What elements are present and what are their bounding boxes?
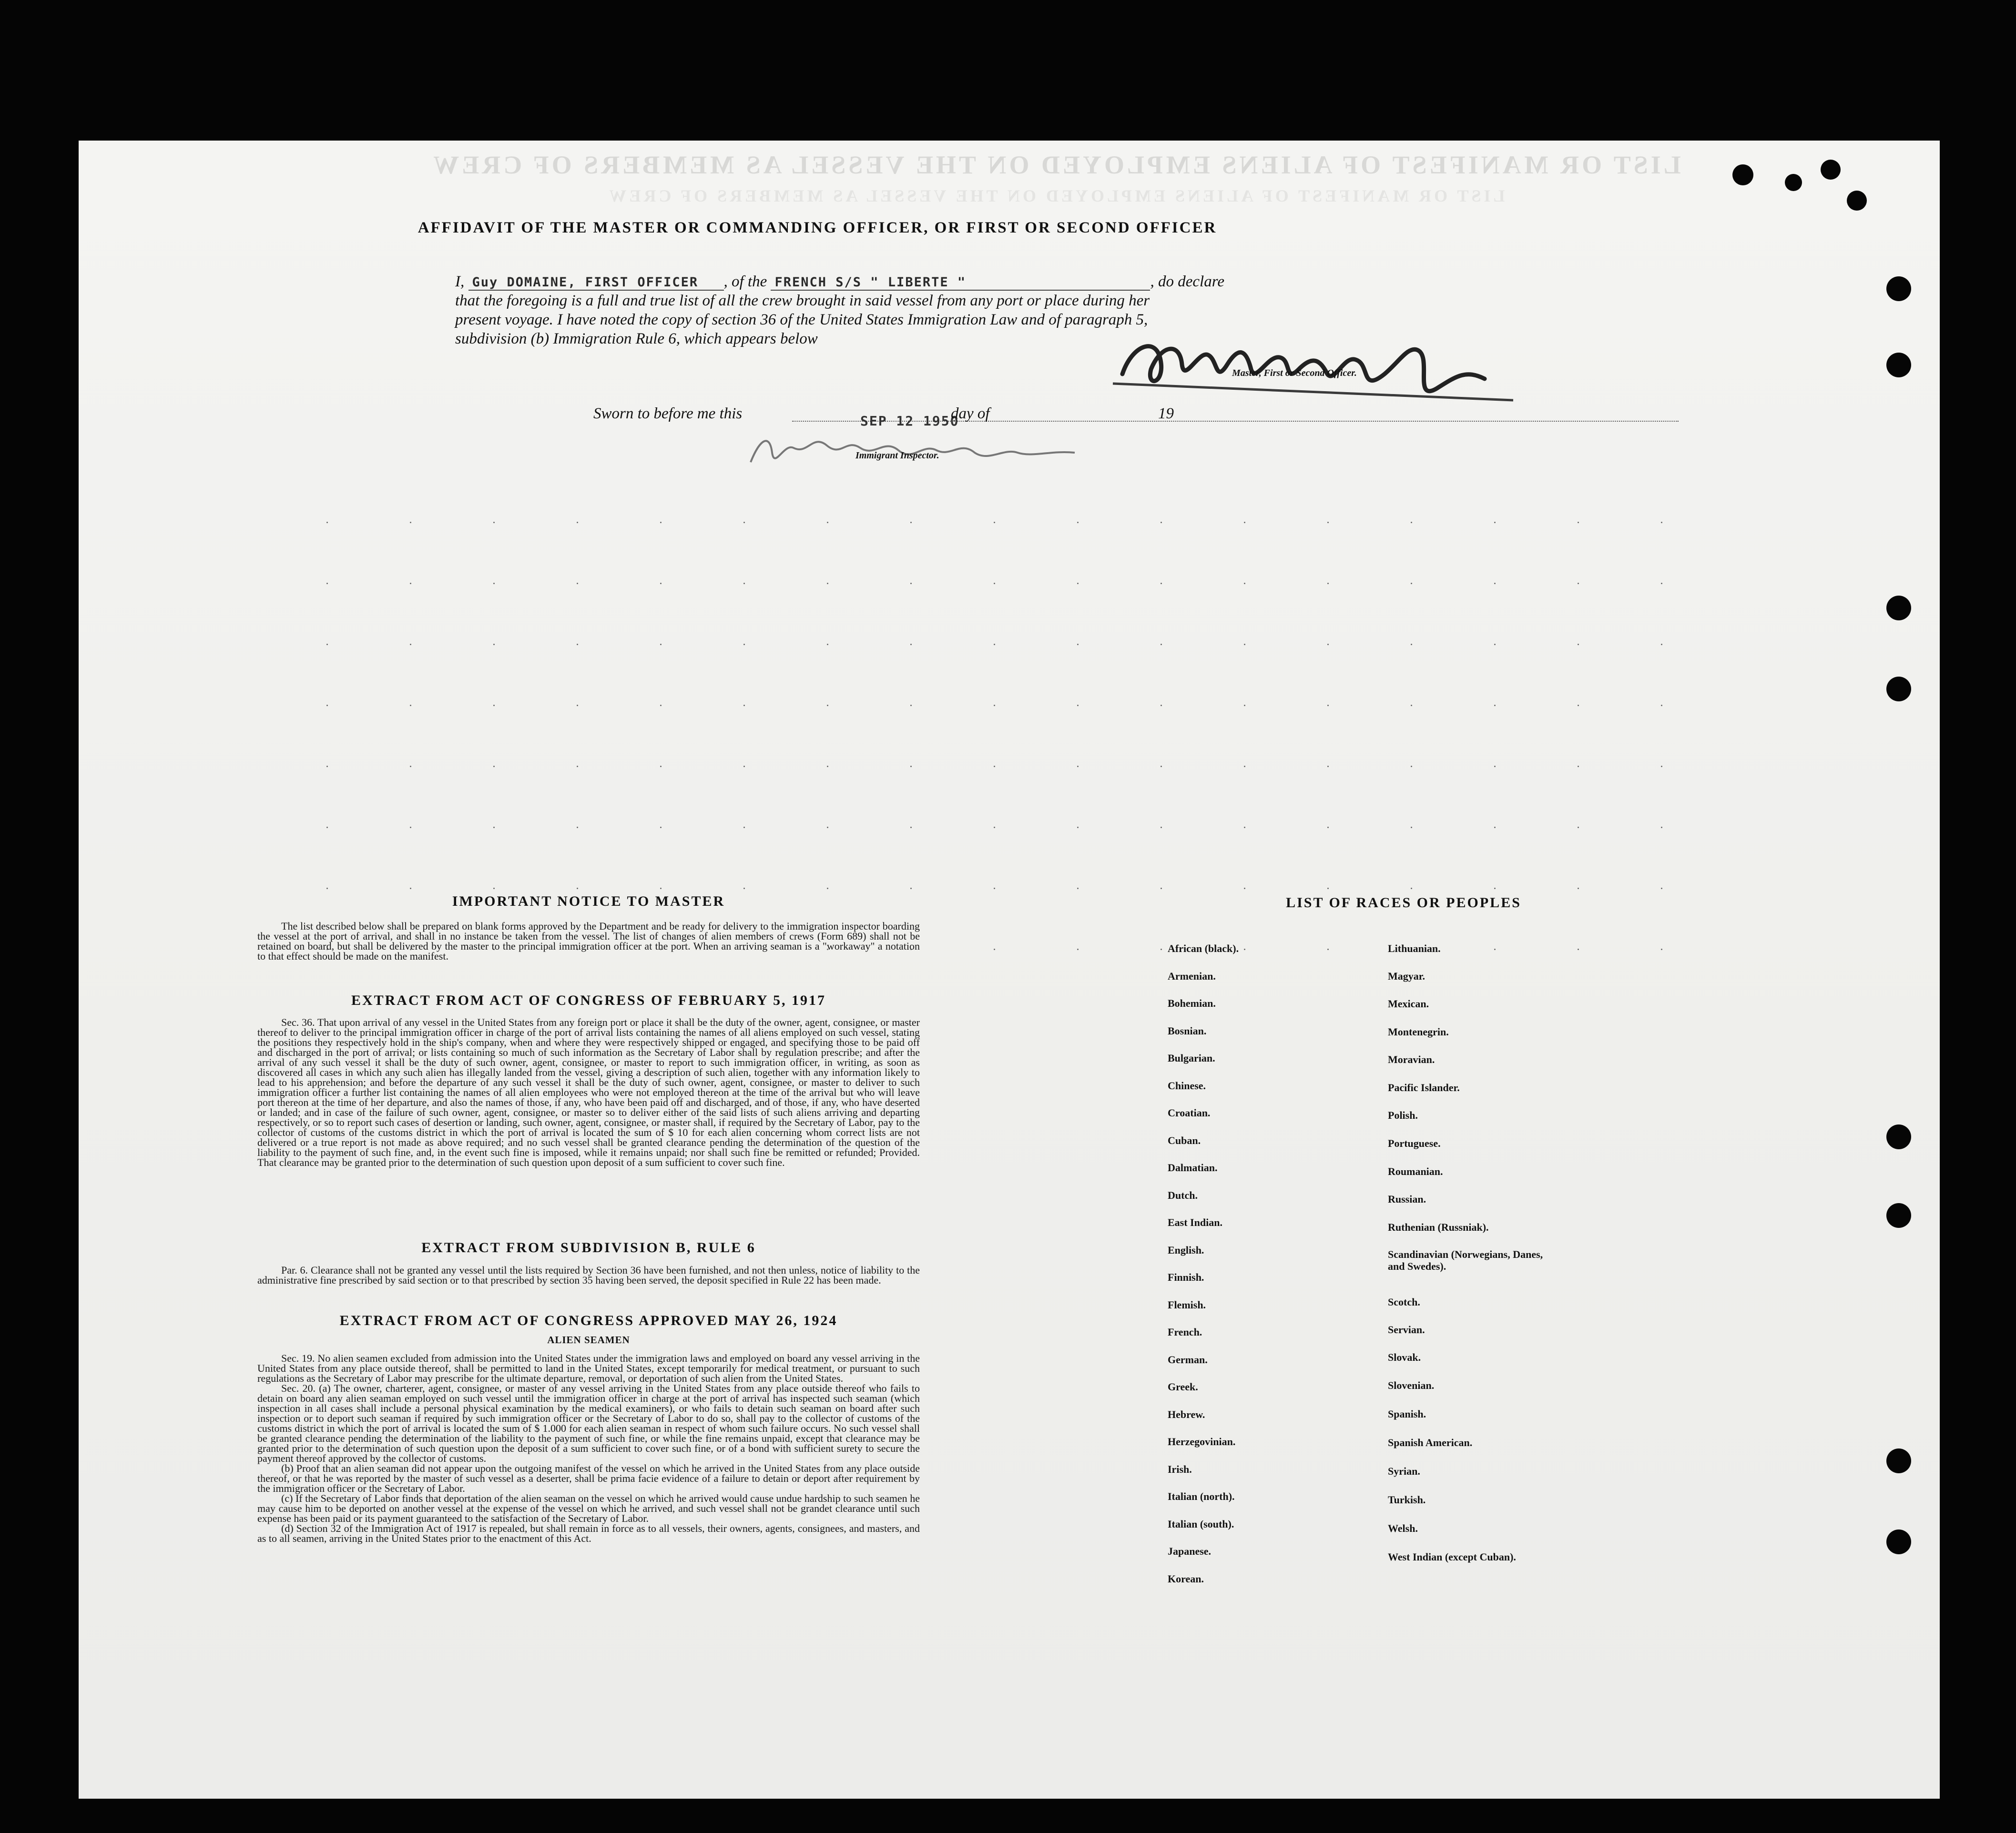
- grid-dot: [1077, 888, 1079, 889]
- grid-dot: [1327, 644, 1329, 645]
- grid-dot: [1077, 522, 1079, 523]
- grid-dot: [1244, 522, 1245, 523]
- grid-dot: [827, 705, 828, 706]
- grid-dot: [994, 766, 995, 767]
- race-item: Welsh.: [1388, 1522, 1418, 1534]
- grid-dot: [1327, 583, 1329, 584]
- grid-dot: [577, 522, 578, 523]
- notice-paragraph: The list described below shall be prepared on blank forms approved by the Department and be ready for delivery to the immigration inspector boarding the vessel at the port of arrival, and shall in no instance be taken from the vessel. The list of changes of alien members of crews (Form 689) shall not be retained on board, but shall be delivered by the master to the principal immigration officer at the port. When an arriving seaman is a "workaway" a notation to that effect should be made on the manifest.: [257, 920, 920, 962]
- race-item: Ruthenian (Russniak).: [1388, 1221, 1489, 1233]
- sworn-date-stamp: SEP 12 1950: [860, 413, 959, 429]
- grid-dot: [410, 705, 411, 706]
- bleed-through-text: LIST OR MANIFEST OF ALIENS EMPLOYED ON THE VESSEL AS MEMBERS OF CREW: [430, 151, 1681, 179]
- grid-dot: [827, 583, 828, 584]
- grid-dot: [1411, 766, 1412, 767]
- grid-dot: [1494, 827, 1496, 828]
- race-item: Mexican.: [1388, 998, 1429, 1010]
- grid-dot: [1077, 827, 1079, 828]
- punch-hole: [1886, 1203, 1911, 1228]
- grid-dot: [743, 827, 745, 828]
- grid-dot: [1161, 827, 1162, 828]
- race-item: Croatian.: [1168, 1107, 1211, 1119]
- grid-dot: [910, 583, 912, 584]
- grid-dot: [827, 522, 828, 523]
- grid-dot: [577, 766, 578, 767]
- race-item: West Indian (except Cuban).: [1388, 1551, 1516, 1563]
- grid-dot: [1244, 705, 1245, 706]
- race-item: Scandinavian (Norwegians, Danes, and Swedes).: [1388, 1248, 1543, 1272]
- grid-dot: [1578, 766, 1579, 767]
- rule-6-text: [257, 1265, 920, 1285]
- section-20b-paragraph: (b) Proof that an alien seaman did not appear upon the outgoing manifest of the vessel on which he arrived in the United States from any place outside thereof, or that he was reported by the master of such vessel as a deserter, shall be prima facie evidence of a failure to detain or deport after requirement by the immigration officer or the Secretary of Labor.: [257, 1462, 920, 1494]
- grid-dot: [1411, 705, 1412, 706]
- affidavit-of-the: , of the: [723, 273, 767, 290]
- races-heading: LIST OF RACES OR PEOPLES: [1286, 895, 1521, 911]
- signature-caption: Master, First or Second Officer.: [1232, 368, 1357, 378]
- grid-dot: [1327, 705, 1329, 706]
- affidavit-i: I,: [455, 273, 465, 290]
- punch-hole: [1886, 276, 1911, 301]
- grid-dot: [994, 949, 995, 950]
- grid-dot: [827, 766, 828, 767]
- punch-hole: [1785, 174, 1802, 191]
- grid-dot: [743, 705, 745, 706]
- race-item: Montenegrin.: [1388, 1026, 1449, 1038]
- grid-dot: [410, 522, 411, 523]
- race-item: Syrian.: [1388, 1465, 1420, 1477]
- affidavit-line-2: that the foregoing is a full and true list of all the crew brought in said vessel from any port or place during her: [455, 292, 1150, 309]
- grid-dot: [1494, 583, 1496, 584]
- grid-dot: [827, 888, 828, 889]
- grid-dot: [910, 827, 912, 828]
- alien-seamen-subheading: ALIEN SEAMEN: [547, 1334, 630, 1346]
- race-item: Bosnian.: [1168, 1024, 1207, 1037]
- race-item: Slovenian.: [1388, 1379, 1435, 1391]
- punch-hole: [1886, 353, 1911, 377]
- grid-dot: [1411, 583, 1412, 584]
- grid-dot: [743, 583, 745, 584]
- affidavit-line-4: subdivision (b) Immigration Rule 6, which appears below: [455, 330, 818, 347]
- race-item: Spanish American.: [1388, 1437, 1473, 1448]
- race-item: Servian.: [1388, 1324, 1425, 1336]
- grid-dot: [493, 644, 495, 645]
- race-item: Herzegovinian.: [1168, 1436, 1236, 1448]
- grid-dot: [1578, 888, 1579, 889]
- grid-dot: [1661, 522, 1662, 523]
- notice-heading: IMPORTANT NOTICE TO MASTER: [452, 893, 725, 909]
- grid-dot: [326, 644, 328, 645]
- race-item: Hebrew.: [1168, 1408, 1205, 1420]
- grid-dot: [1661, 949, 1662, 950]
- grid-dot: [1578, 522, 1579, 523]
- grid-dot: [1244, 827, 1245, 828]
- grid-dot: [1077, 705, 1079, 706]
- grid-dot: [660, 583, 662, 584]
- race-item: Polish.: [1388, 1109, 1418, 1121]
- race-item: Chinese.: [1168, 1079, 1206, 1092]
- grid-dot: [1578, 583, 1579, 584]
- race-item: Finnish.: [1168, 1271, 1204, 1283]
- grid-dot: [1494, 888, 1496, 889]
- grid-dot: [743, 766, 745, 767]
- grid-dot: [994, 644, 995, 645]
- grid-dot: [1327, 522, 1329, 523]
- race-item: Bohemian.: [1168, 997, 1216, 1009]
- grid-dot: [577, 583, 578, 584]
- grid-dot: [827, 827, 828, 828]
- grid-dot: [1494, 522, 1496, 523]
- bleed-through-text: LIST OR MANIFEST OF ALIENS EMPLOYED ON THE VESSEL AS MEMBERS OF CREW: [606, 186, 1505, 205]
- race-item: Greek.: [1168, 1381, 1198, 1393]
- grid-dot: [577, 705, 578, 706]
- grid-dot: [1077, 644, 1079, 645]
- grid-dot: [493, 827, 495, 828]
- grid-dot: [493, 522, 495, 523]
- race-item: Lithuanian.: [1388, 942, 1441, 954]
- grid-dot: [994, 705, 995, 706]
- inspector-caption: Immigrant Inspector.: [855, 450, 939, 461]
- grid-dot: [910, 644, 912, 645]
- race-item: Dutch.: [1168, 1189, 1198, 1201]
- race-item: Spanish.: [1388, 1408, 1426, 1420]
- race-item: Armenian.: [1168, 970, 1216, 982]
- punch-hole: [1847, 191, 1867, 211]
- manifest-page: [79, 141, 1940, 1799]
- punch-hole: [1886, 596, 1911, 620]
- grid-dot: [577, 827, 578, 828]
- race-item: Russian.: [1388, 1193, 1426, 1205]
- punch-hole: [1886, 1124, 1911, 1149]
- grid-dot: [326, 888, 328, 889]
- grid-dot: [493, 705, 495, 706]
- grid-dot: [1494, 766, 1496, 767]
- grid-dot: [1161, 888, 1162, 889]
- grid-dot: [1161, 522, 1162, 523]
- grid-dot: [326, 522, 328, 523]
- affidavit-line-1: [455, 273, 1224, 291]
- extract-1924-heading: EXTRACT FROM ACT OF CONGRESS APPROVED MAY 26, 1924: [339, 1313, 838, 1328]
- grid-dot: [1161, 583, 1162, 584]
- grid-dot: [1244, 583, 1245, 584]
- grid-dot: [910, 888, 912, 889]
- grid-dot: [1161, 644, 1162, 645]
- punch-hole: [1886, 1529, 1911, 1554]
- grid-dot: [660, 827, 662, 828]
- race-item: Scotch.: [1388, 1296, 1420, 1308]
- grid-dot: [1661, 705, 1662, 706]
- grid-dot: [1244, 644, 1245, 645]
- grid-dot: [1494, 705, 1496, 706]
- sworn-prefix: Sworn to before me this: [593, 405, 743, 422]
- race-item: Japanese.: [1168, 1545, 1212, 1557]
- rule-6-heading: EXTRACT FROM SUBDIVISION B, RULE 6: [421, 1240, 756, 1256]
- punch-hole: [1886, 677, 1911, 701]
- grid-dot: [1327, 827, 1329, 828]
- grid-dot: [493, 766, 495, 767]
- punch-hole: [1886, 1448, 1911, 1473]
- grid-dot: [1327, 766, 1329, 767]
- grid-dot: [1578, 949, 1579, 950]
- grid-dot: [1411, 522, 1412, 523]
- grid-dot: [743, 888, 745, 889]
- extract-1917-text: [257, 1017, 920, 1167]
- grid-dot: [910, 766, 912, 767]
- grid-dot: [1161, 705, 1162, 706]
- grid-dot: [910, 522, 912, 523]
- grid-dot: [1161, 949, 1162, 950]
- affidavit-title: AFFIDAVIT OF THE MASTER OR COMMANDING OFFICER, OR FIRST OR SECOND OFFICER: [417, 219, 1217, 236]
- race-item: Magyar.: [1388, 970, 1425, 982]
- officer-name-field: Guy DOMAINE, FIRST OFFICER: [468, 275, 724, 291]
- grid-dot: [1244, 888, 1245, 889]
- grid-dot: [994, 827, 995, 828]
- grid-dot: [1161, 766, 1162, 767]
- race-item: Slovak.: [1388, 1351, 1421, 1363]
- grid-dot: [994, 522, 995, 523]
- grid-dot: [660, 644, 662, 645]
- race-item: Dalmatian.: [1168, 1162, 1218, 1174]
- grid-dot: [410, 583, 411, 584]
- grid-dot: [1327, 949, 1329, 950]
- grid-dot: [577, 644, 578, 645]
- section-20c-paragraph: (c) If the Secretary of Labor finds that deportation of the alien seaman on the vessel on which he arrived would cause undue hardship to such seamen he may cause him to be deported on another vessel at the expense of the vessel on which he arrived, and such vessel shall not be grandet clearance until such expense has been paid or its payment guaranteed to the satisfaction of the Secretary of Labor.: [257, 1492, 920, 1524]
- grid-dot: [1661, 644, 1662, 645]
- grid-dot: [1077, 949, 1079, 950]
- extract-1924-text: [257, 1353, 920, 1543]
- grid-dot: [1661, 766, 1662, 767]
- grid-dot: [1494, 644, 1496, 645]
- grid-dot: [410, 766, 411, 767]
- grid-dot: [1494, 949, 1496, 950]
- section-19-paragraph: Sec. 19. No alien seamen excluded from admission into the United States under the immigration laws and employed on board any vessel arriving in the United States from any place outside thereof, shall be permitted to land in the United States, except temporarily for medical treatment, or pursuant to such regulations as the Secretary of Labor may prescribe for the ultimate departure, removal, or deportation of such alien from the United States.: [257, 1352, 920, 1384]
- section-20d-paragraph: (d) Section 32 of the Immigration Act of 1917 is repealed, but shall remain in force as to all vessels, their owners, agents, consignees, and masters, and as to all seamen, arriving in the United States prior to the enactment of this Act.: [257, 1522, 920, 1544]
- section-20a-paragraph: Sec. 20. (a) The owner, charterer, agent, consignee, or master of any vessel arriving in the United States from any place outside thereof who fails to detain on board any alien seaman employed on such vessel until the immigration officer in charge at the port of arrival has inspected such seaman (which inspection in all cases shall include a personal physical examination by the medical examiners), or who fails to detain such seaman on board after such inspection or to deport such seaman if required by such immigration officer or the Secretary of Labor to do so, shall pay to the collector of customs of the customs district in which the port of arrival is located the sum of $ 1.000 for each alien seaman in respect of whom such failure occurs. No such vessel shall be granted clearance pending the determination of the liability to the payment of such fine, or while the fine remains unpaid, except that clearance may be granted prior to the determination of such question upon the deposit of a sum sufficient to cover such fine, or of a bond with sufficient surety to secure the payment thereof approved by the collector of customs.: [257, 1382, 920, 1464]
- grid-dot: [1077, 583, 1079, 584]
- punch-hole: [1821, 160, 1841, 180]
- grid-dot: [493, 888, 495, 889]
- race-item: Bulgarian.: [1168, 1052, 1215, 1064]
- grid-dot: [743, 644, 745, 645]
- race-item: Flemish.: [1168, 1298, 1206, 1311]
- grid-dot: [994, 583, 995, 584]
- sworn-year: 19: [1158, 405, 1174, 422]
- punch-hole: [1732, 164, 1753, 185]
- grid-dot: [1327, 888, 1329, 889]
- grid-dot: [326, 766, 328, 767]
- grid-dot: [1578, 644, 1579, 645]
- grid-dot: [326, 583, 328, 584]
- grid-dot: [660, 522, 662, 523]
- race-item: English.: [1168, 1244, 1204, 1256]
- grid-dot: [1411, 888, 1412, 889]
- sworn-day-of: day of: [951, 405, 990, 422]
- race-item: Pacific Islander.: [1388, 1082, 1460, 1094]
- grid-dot: [660, 888, 662, 889]
- notice-text: [257, 921, 920, 961]
- grid-dot: [410, 888, 411, 889]
- race-item: Portuguese.: [1388, 1137, 1441, 1149]
- grid-dot: [827, 644, 828, 645]
- grid-dot: [493, 583, 495, 584]
- grid-dot: [1578, 827, 1579, 828]
- grid-dot: [1411, 644, 1412, 645]
- grid-dot: [326, 827, 328, 828]
- race-item: Irish.: [1168, 1463, 1192, 1475]
- race-item: East Indian.: [1168, 1216, 1222, 1228]
- race-item: Cuban.: [1168, 1134, 1201, 1146]
- grid-dot: [1411, 827, 1412, 828]
- race-item: German.: [1168, 1353, 1208, 1366]
- grid-dot: [1661, 827, 1662, 828]
- race-item: French.: [1168, 1326, 1202, 1338]
- grid-dot: [743, 522, 745, 523]
- race-item: African (black).: [1168, 942, 1239, 954]
- grid-dot: [410, 644, 411, 645]
- grid-dot: [1661, 888, 1662, 889]
- grid-dot: [1578, 705, 1579, 706]
- race-item: Italian (north).: [1168, 1490, 1235, 1502]
- grid-dot: [577, 888, 578, 889]
- extract-1917-heading: EXTRACT FROM ACT OF CONGRESS OF FEBRUARY 5, 1917: [351, 992, 826, 1008]
- grid-dot: [1244, 766, 1245, 767]
- master-signature: [1103, 317, 1523, 412]
- vessel-name-field: FRENCH S/S " LIBERTE ": [771, 275, 1150, 291]
- grid-dot: [660, 766, 662, 767]
- grid-dot: [1661, 583, 1662, 584]
- race-item: Turkish.: [1388, 1494, 1426, 1506]
- affidavit-line-3: present voyage. I have noted the copy of section 36 of the United States Immigration Law and of paragraph 5,: [455, 311, 1148, 328]
- race-item: Roumanian.: [1388, 1165, 1443, 1177]
- race-item: Italian (south).: [1168, 1518, 1234, 1530]
- grid-dot: [1077, 766, 1079, 767]
- grid-dot: [410, 827, 411, 828]
- affidavit-do-declare: , do declare: [1150, 273, 1224, 290]
- grid-dot: [326, 705, 328, 706]
- race-item: Moravian.: [1388, 1053, 1435, 1065]
- paragraph-6: Par. 6. Clearance shall not be granted any vessel until the lists required by Section 36 have been furnished, and not then unless, notice of liability to the administrative fine prescribed by said section or to that prescribed by section 35 having been served, the deposit specified in Rule 22 has been made.: [257, 1264, 920, 1286]
- grid-dot: [994, 888, 995, 889]
- grid-dot: [910, 705, 912, 706]
- grid-dot: [1244, 949, 1245, 950]
- section-36-paragraph: Sec. 36. That upon arrival of any vessel in the United States from any foreign port or place it shall be the duty of the owner, agent, consignee, or master thereof to deliver to the principal immigration officer in charge of the port of arrival lists containing the names of all aliens employed on such vessel, stating the positions they respectively hold in the ship's company, when and where they were respectively shipped or engaged, and specifying those to be paid off and discharged in the port of arrival; or lists containing so much of such information as the Secretary of Labor shall by regulation prescribe; and after the arrival of any such vessel it shall be the duty of such owner, agent, consignee, or master to report to such immigration officer, in writing, as soon as discovered all cases in which any such alien has illegally landed from the vessel, giving a description of such alien, together with any information likely to lead to his apprehension; and before the departure of any such vessel it shall be the duty of such owner, agent, consignee, or master to deliver to such immigration officer a further list containing the names of all alien employees who were not employed thereon at the time of the arrival but who will leave port thereon at the time of her departure, and also the names of those, if any, who have been paid off and discharged, and of those, if any, who have deserted or landed; and in case of the failure of such owner, agent, consignee, or master so to deliver either of the said lists of such aliens arriving and departing respectively, or so to report such cases of desertion or landing, such owner, agent, consignee, or master shall, if required by the Secretary of Labor, pay to the collector of customs of the customs district in which the port of arrival is located the sum of $ 10 for each alien concerning whom correct lists are not delivered or a true report is not made as above required; and no such vessel shall be granted clearance pending the determination of the question of the liability to the payment of such fine, and, in the event such fine is imposed, while it remains unpaid; nor shall such fine be remitted or refunded; Provided. That clearance may be granted prior to the determination of such question upon deposit of a sum sufficient to cover such fine.: [257, 1016, 920, 1168]
- grid-dot: [660, 705, 662, 706]
- race-item: Korean.: [1168, 1572, 1204, 1585]
